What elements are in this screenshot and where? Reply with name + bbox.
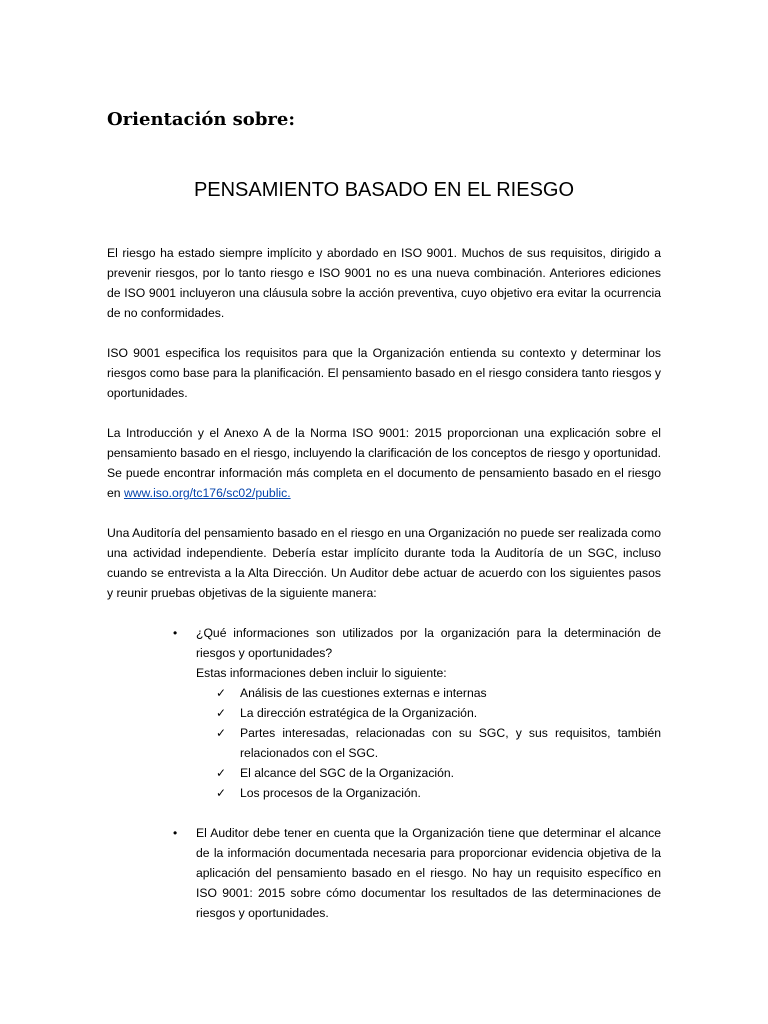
paragraph-audit: Una Auditoría del pensamiento basado en el riesgo en una Organización no puede ser realizada como una actividad independiente. Debería estar implícito durante toda la Auditoría de un SGC, incluso cuando se entrevista a la Alta Dirección. Un Auditor debe actuar de acuerdo con los siguientes pasos y reunir pruebas objetivas de la siguiente manera: — [107, 526, 661, 600]
checkmark-icon: ✓ — [216, 786, 227, 800]
iso-public-link[interactable]: www.iso.org/tc176/sc02/public. — [123, 486, 291, 500]
checkmark-icon: ✓ — [216, 686, 227, 700]
bullet-item-documented-information — [173, 823, 661, 923]
checkmark-icon: ✓ — [216, 726, 227, 740]
paragraph-introduction-text: La Introducción y el Anexo A de la Norma ISO 9001: 2015 proporcionan una explicación sobre el pensamiento basado en el riesgo, incluyendo la clarificación de los conceptos de riesgo y oportunidad. Se puede encontrar información más completa en el documento de pensamiento basado en el riesgo en — [107, 426, 661, 500]
paragraph-risk-implicit: El riesgo ha estado siempre implícito y abordado en ISO 9001. Muchos de sus requisitos, dirigido a prevenir riesgos, por lo tanto riesgo e ISO 9001 no es una nueva combinación. Anteriores ediciones de ISO 9001 incluyeron una cláusula sobre la acción preventiva, cuyo objetivo era evitar la ocurrencia de no conformidades. — [107, 246, 661, 320]
check-item — [196, 703, 661, 723]
check-list — [196, 683, 661, 803]
document-title: PENSAMIENTO BASADO EN EL RIESGO — [193, 179, 575, 201]
check-item-label: La dirección estratégica de la Organización. — [240, 706, 478, 720]
checkmark-icon: ✓ — [216, 706, 227, 720]
bullet-text: El Auditor debe tener en cuenta que la Organización tiene que determinar el alcance de la información documentada necesaria para proporcionar evidencia objetiva de la aplicación del pensamiento basado en el riesgo. No hay un requisito específico en ISO 9001: 2015 sobre cómo documentar los resultados de las determinaciones de riesgos y oportunidades. — [196, 826, 661, 920]
bullet-symbol: • — [173, 826, 178, 840]
check-item — [196, 763, 661, 783]
check-item — [196, 683, 661, 703]
check-item — [196, 723, 661, 763]
check-item — [196, 783, 661, 803]
check-item-label: Los procesos de la Organización. — [240, 786, 421, 800]
check-item-label: Partes interesadas, relacionadas con su SGC, y sus requisitos, también relacionados con el SGC. — [240, 726, 661, 760]
bullet-intro: Estas informaciones deben incluir lo siguiente: — [196, 666, 447, 680]
bullet-question: ¿Qué informaciones son utilizados por la organización para la determinación de riesgos y oportunidades? — [196, 626, 661, 660]
bullet-item-information — [173, 623, 661, 803]
paragraph-introduction-annex — [107, 423, 661, 503]
document-heading: Orientación sobre: — [107, 109, 295, 130]
bullet-symbol: • — [173, 626, 178, 640]
checkmark-icon: ✓ — [216, 766, 227, 780]
paragraph-iso-requirements: ISO 9001 especifica los requisitos para que la Organización entienda su contexto y determinar los riesgos como base para la planificación. El pensamiento basado en el riesgo considera tanto riesgos y oportunidades. — [107, 346, 661, 400]
check-item-label: El alcance del SGC de la Organización. — [240, 766, 455, 780]
check-item-label: Análisis de las cuestiones externas e internas — [240, 686, 487, 700]
